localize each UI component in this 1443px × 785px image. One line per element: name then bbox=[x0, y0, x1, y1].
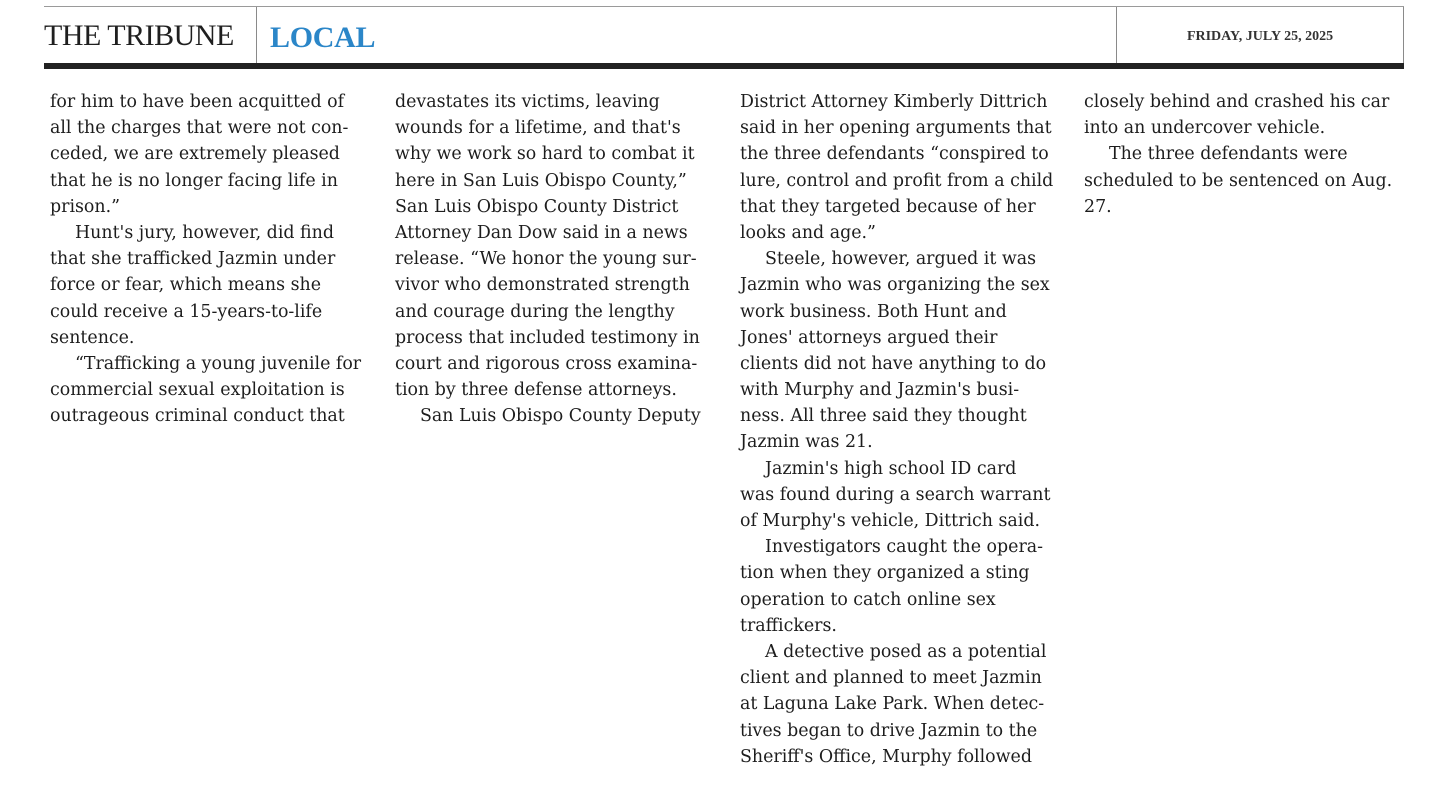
masthead-divider bbox=[256, 7, 257, 64]
article-text-line: Jazmin's high school ID card bbox=[765, 458, 1017, 479]
article-text-line: devastates its victims, leaving bbox=[395, 92, 660, 112]
section-name: LOCAL bbox=[270, 21, 376, 54]
article-text-line: scheduled to be sentenced on Aug. bbox=[1084, 170, 1393, 191]
article-text-line: looks and age.” bbox=[740, 222, 876, 243]
article-text-line: of Murphy's vehicle, Dittrich said. bbox=[740, 511, 1041, 531]
article-text-line: San Luis Obispo County District bbox=[395, 196, 679, 217]
article-text-line: sentence. bbox=[50, 327, 135, 348]
article-text-line: A detective posed as a potential bbox=[765, 641, 1047, 662]
article-text-line: court and rigorous cross examina- bbox=[395, 353, 698, 374]
article-text-line: force or fear, which means she bbox=[50, 275, 321, 296]
article-text-line: Jazmin who was organizing the sex bbox=[740, 275, 1050, 296]
article-text-line: and courage during the lengthy bbox=[395, 301, 675, 322]
article-text-line: was found during a search warrant bbox=[740, 484, 1051, 505]
article-text-line: that they targeted because of her bbox=[740, 196, 1036, 217]
article-text-line: lure, control and profit from a child bbox=[740, 170, 1054, 191]
article-text-line: closely behind and crashed his car bbox=[1084, 92, 1390, 112]
article-text-line: for him to have been acquitted of bbox=[50, 92, 345, 112]
article-text-line: the three defendants “conspired to bbox=[740, 144, 1049, 165]
article-text-line: that she trafficked Jazmin under bbox=[50, 249, 336, 270]
article-text-line: with Murphy and Jazmin's busi- bbox=[740, 380, 1020, 401]
article-text-line: Steele, however, argued it was bbox=[765, 249, 1037, 270]
article-text-line: into an undercover vehicle. bbox=[1084, 118, 1326, 139]
article-column-3 bbox=[740, 89, 1060, 770]
masthead-divider bbox=[1403, 7, 1404, 64]
article-text-line: The three defendants were bbox=[1109, 144, 1348, 165]
masthead-rule bbox=[44, 63, 1404, 69]
article-text-line: all the charges that were not con- bbox=[50, 118, 349, 139]
article-text-line: San Luis Obispo County Deputy bbox=[420, 406, 701, 427]
article-text-line: Attorney Dan Dow said in a news bbox=[395, 222, 688, 243]
article-column-4 bbox=[1084, 89, 1404, 220]
article-text-line: Jones' attorneys argued their bbox=[740, 327, 998, 348]
article-text-line: release. “We honor the young sur- bbox=[395, 249, 697, 270]
article-text-line: tives began to drive Jazmin to the bbox=[740, 720, 1038, 741]
article-text-line: that he is no longer facing life in bbox=[50, 170, 338, 191]
article-text-line: Hunt's jury, however, did find bbox=[75, 222, 334, 243]
article-text-line: wounds for a lifetime, and that's bbox=[395, 118, 681, 139]
article-text-line: tion by three defense attorneys. bbox=[395, 380, 677, 401]
article-text-line: vivor who demonstrated strength bbox=[395, 275, 690, 296]
article-text-line: why we work so hard to combat it bbox=[395, 144, 695, 165]
article-text-line: clients did not have anything to do bbox=[740, 353, 1047, 374]
article-text-line: prison.” bbox=[50, 196, 121, 217]
article-text-line: 27. bbox=[1084, 196, 1112, 217]
article-column-2 bbox=[395, 89, 715, 429]
article-text-line: ceded, we are extremely pleased bbox=[50, 144, 340, 165]
article-text-line: could receive a 15-years-to-life bbox=[50, 301, 323, 322]
masthead bbox=[44, 6, 1404, 63]
article-text-line: Investigators caught the opera- bbox=[765, 537, 1044, 558]
article-text-line: tion when they organized a sting bbox=[740, 563, 1030, 584]
article-text-line: ness. All three said they thought bbox=[740, 406, 1027, 427]
article-text-line: work business. Both Hunt and bbox=[740, 301, 1007, 322]
article-text-line: at Laguna Lake Park. When detec- bbox=[740, 694, 1045, 715]
publication-name: THE TRIBUNE bbox=[44, 19, 234, 52]
article-text-line: commercial sexual exploitation is bbox=[50, 380, 345, 401]
publication-date: FRIDAY, JULY 25, 2025 bbox=[1186, 29, 1334, 44]
article-text-line: “Trafficking a young juvenile for bbox=[75, 353, 362, 374]
article-text-line: client and planned to meet Jazmin bbox=[740, 668, 1042, 689]
article-text-line: Jazmin was 21. bbox=[740, 432, 873, 453]
article-text-line: Sheriff's Office, Murphy followed bbox=[740, 746, 1032, 767]
article-text-line: outrageous criminal conduct that bbox=[50, 406, 345, 427]
article-text-line: District Attorney Kimberly Dittrich bbox=[740, 92, 1048, 112]
article-text-line: traffickers. bbox=[740, 615, 837, 636]
article-text-line: said in her opening arguments that bbox=[740, 118, 1052, 139]
article-text-line: process that included testimony in bbox=[395, 327, 700, 348]
article-column-1 bbox=[50, 89, 370, 429]
article-text-line: here in San Luis Obispo County,” bbox=[395, 170, 687, 191]
article-text-line: operation to catch online sex bbox=[740, 589, 996, 610]
